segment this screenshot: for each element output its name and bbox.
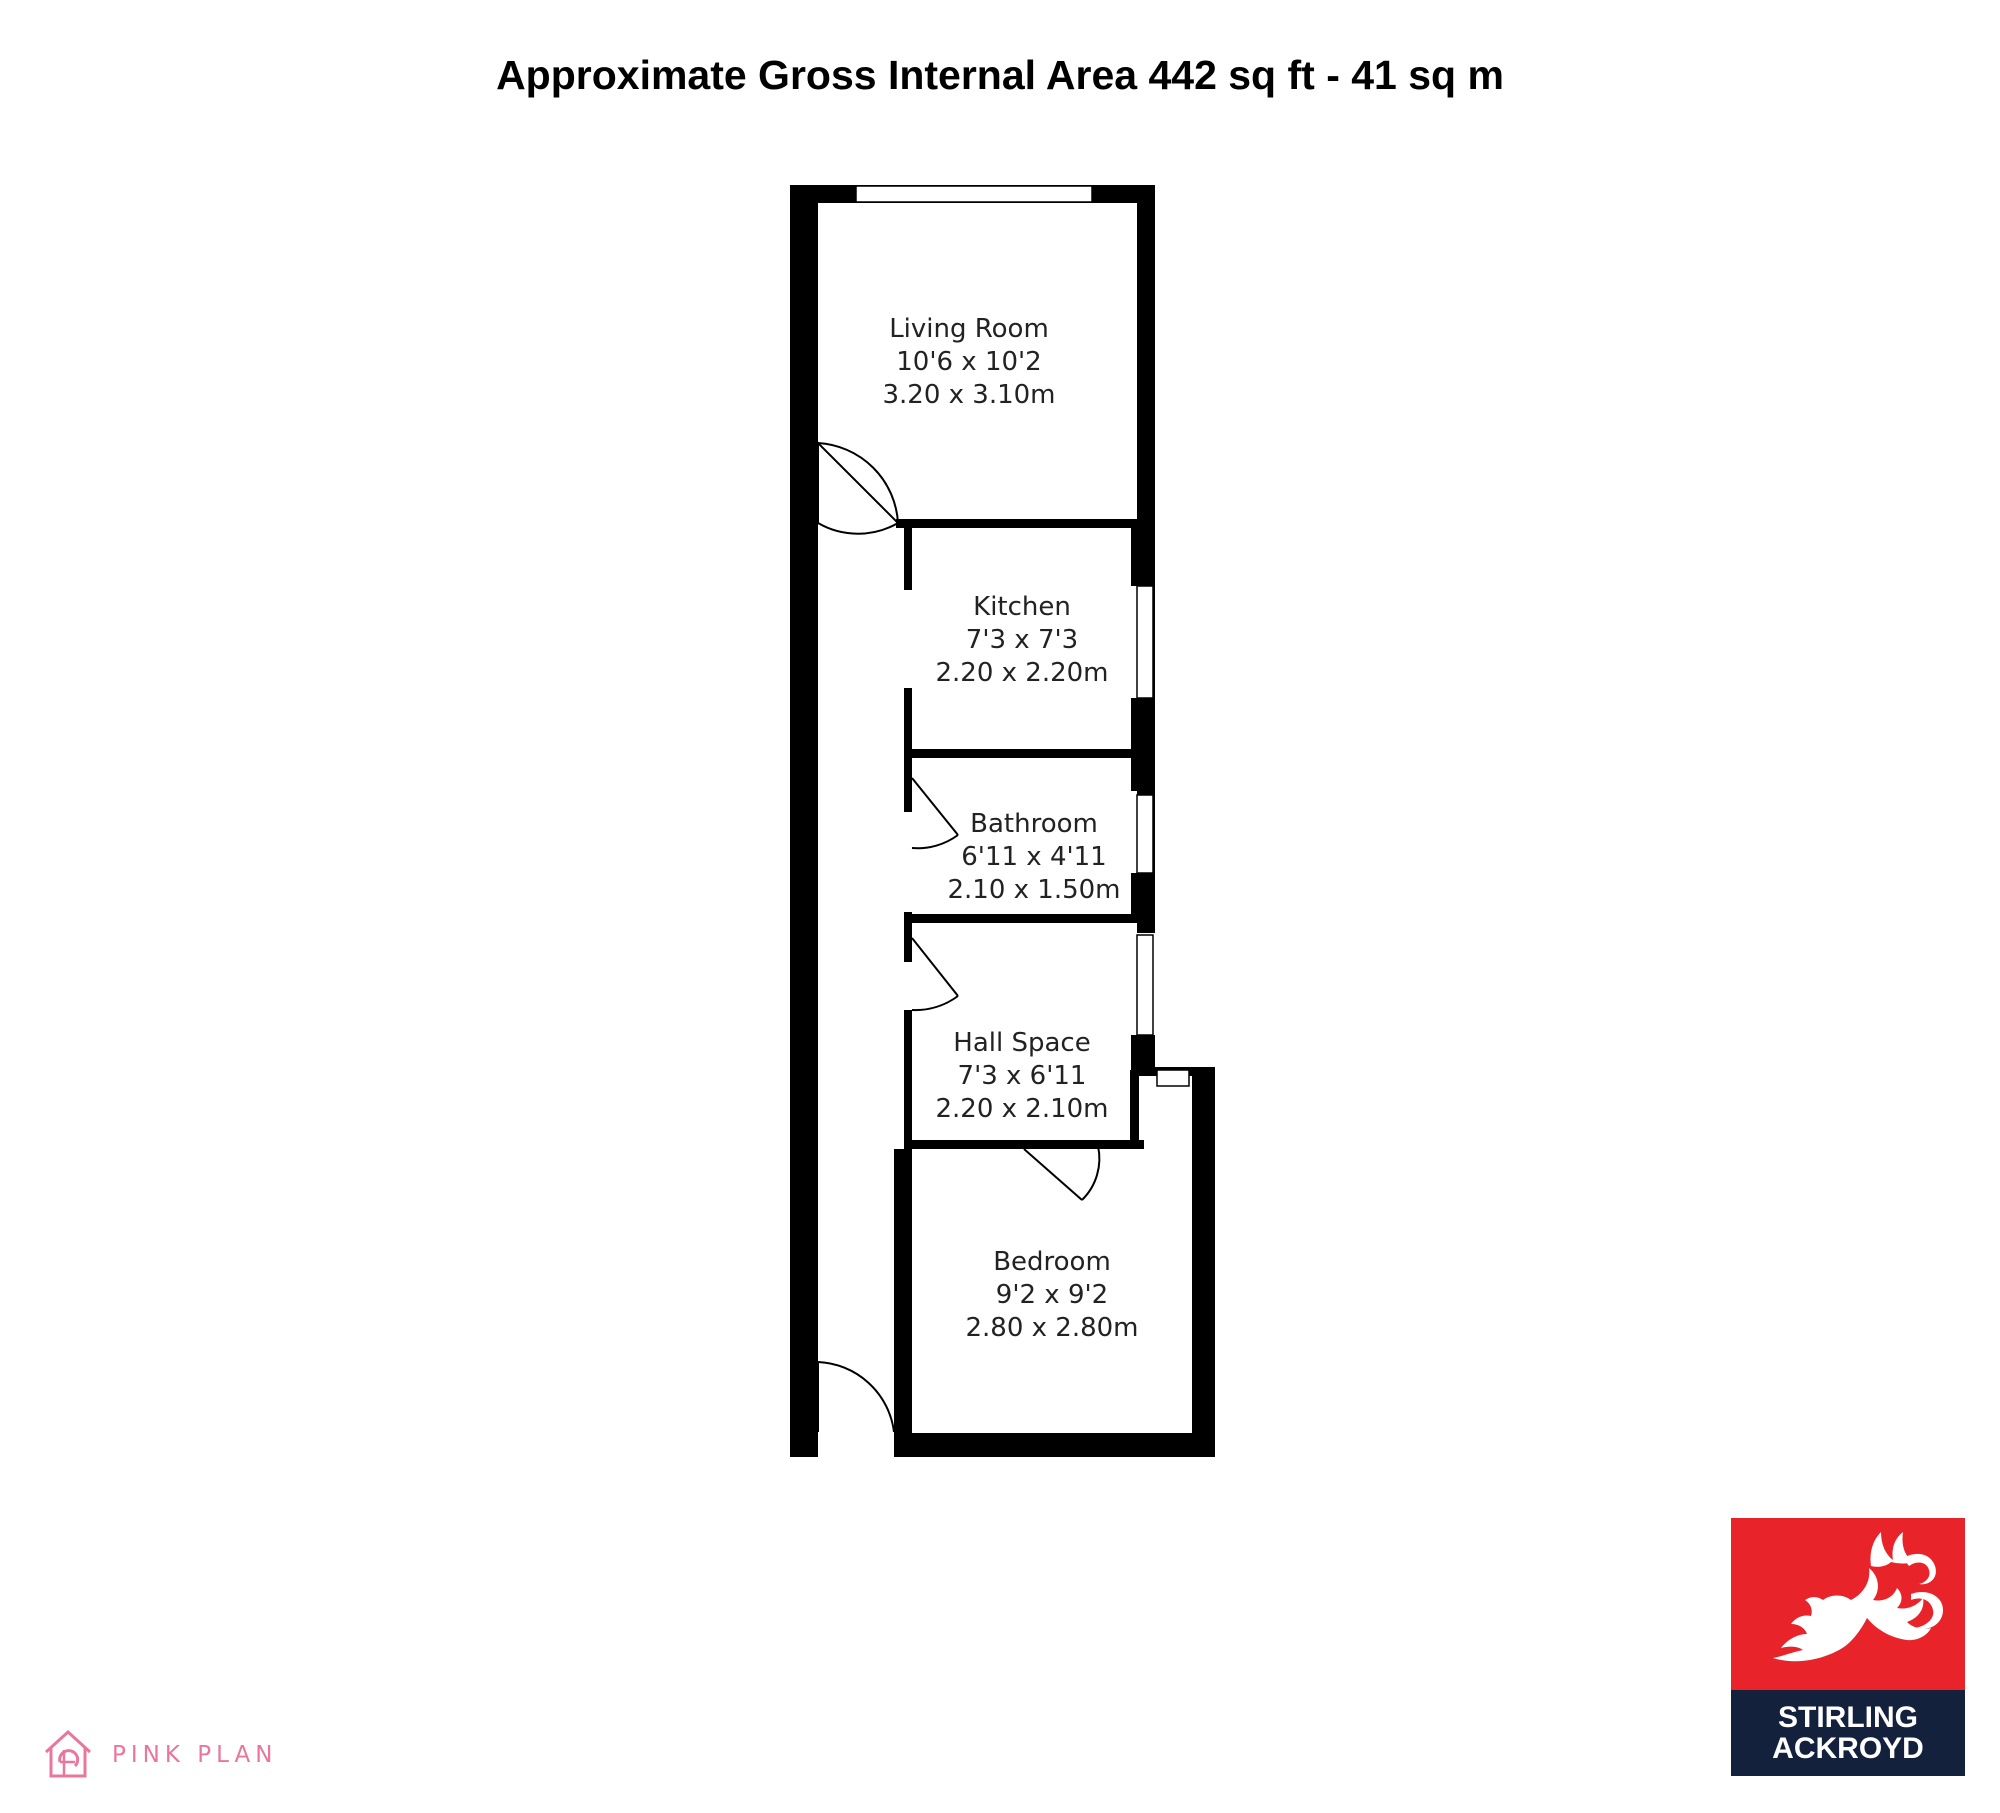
window-living-room	[856, 186, 1092, 202]
wall-corridor-right-a	[904, 520, 912, 590]
logo-red-panel	[1731, 1518, 1965, 1690]
window-bedroom-small	[1157, 1070, 1189, 1086]
wall-right-bathroom	[1131, 873, 1155, 918]
wall-right-kitchen-b	[1131, 698, 1155, 791]
pink-plan-house-icon	[42, 1728, 94, 1780]
room-name: Bathroom	[970, 809, 1098, 839]
room-name: Kitchen	[973, 592, 1071, 622]
logo-line2: ACKROYD	[1772, 1732, 1924, 1765]
room-imperial: 6'11 x 4'11	[961, 842, 1107, 872]
logo-navy-panel	[1731, 1690, 1965, 1776]
room-name: Bedroom	[993, 1247, 1111, 1277]
room-imperial: 10'6 x 10'2	[896, 347, 1042, 377]
room-metric: 2.20 x 2.20m	[935, 658, 1109, 688]
room-metric: 2.20 x 2.10m	[935, 1094, 1109, 1124]
room-name: Hall Space	[953, 1028, 1091, 1058]
door-bathroom	[912, 778, 958, 848]
room-living-room	[882, 314, 1055, 410]
wall-right-hall	[1131, 1035, 1155, 1070]
wall-bathroom-hall	[904, 914, 1155, 923]
wall-corridor-right-c	[904, 754, 912, 812]
room-name: Living Room	[889, 314, 1049, 344]
wall-living-kitchen	[896, 519, 1155, 528]
pink-plan-text: PINK PLAN	[112, 1742, 278, 1768]
door-hall	[912, 938, 958, 1010]
room-metric: 2.80 x 2.80m	[965, 1313, 1139, 1343]
wall-hall-bedroom	[904, 1140, 1144, 1149]
wall-bedroom-left	[894, 1149, 912, 1457]
door-bedroom	[1024, 1146, 1099, 1200]
room-hall-space	[935, 1028, 1108, 1124]
room-metric: 2.10 x 1.50m	[947, 875, 1121, 905]
room-metric: 3.20 x 3.10m	[882, 380, 1056, 410]
room-imperial: 7'3 x 7'3	[965, 625, 1079, 655]
wall-bedroom-right	[1192, 1067, 1215, 1457]
wall-right-kitchen	[1131, 528, 1155, 586]
plan-title: Approximate Gross Internal Area 442 sq ft - 41 sq m	[496, 52, 1504, 98]
stirling-ackroyd-logo	[1731, 1518, 1965, 1776]
room-kitchen	[935, 592, 1108, 688]
griffin-icon	[1731, 1518, 1965, 1690]
room-bathroom	[947, 809, 1120, 905]
wall-bedroom-bottom	[894, 1433, 1215, 1457]
wall-corridor-left-top	[810, 443, 818, 528]
room-bedroom	[965, 1247, 1138, 1343]
wall-corridor-divider	[810, 520, 818, 1457]
room-imperial: 7'3 x 6'11	[957, 1061, 1087, 1091]
window-bathroom	[1137, 795, 1153, 873]
logo-line1: STIRLING	[1778, 1701, 1918, 1734]
room-imperial: 9'2 x 9'2	[995, 1280, 1109, 1310]
window-kitchen	[1137, 586, 1153, 698]
wall-kitchen-bathroom	[904, 749, 1155, 758]
wall-hall-right-lower	[1130, 1070, 1139, 1149]
window-hall	[1137, 935, 1153, 1035]
door-entrance	[818, 1362, 894, 1432]
